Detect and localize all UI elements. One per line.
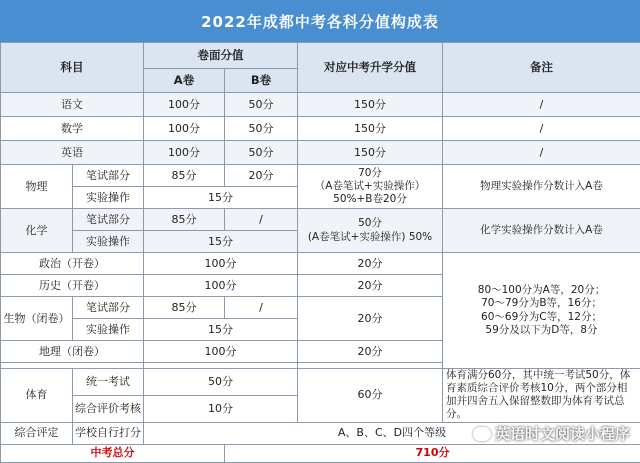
chemistry-exam-line1: 50分 [300, 217, 440, 230]
math-a: 100分 [144, 117, 225, 141]
chemistry-lab-score: 15分 [144, 231, 298, 253]
biology-lab-score: 15分 [144, 319, 298, 341]
subject-politics: 政治（开卷） [1, 253, 144, 275]
physics-written-b: 20分 [225, 165, 298, 187]
subject-math: 数学 [1, 117, 144, 141]
chinese-remark: / [443, 93, 640, 117]
subject-geography: 地理（闭卷） [1, 341, 144, 363]
geography-exam: 20分 [298, 341, 443, 363]
english-b: 50分 [225, 141, 298, 165]
physics-written-a: 85分 [144, 165, 225, 187]
grade-note-line2: 70～79分为B等，16分； [445, 297, 638, 310]
header-paper-a: A卷 [144, 69, 225, 93]
subject-chinese: 语文 [1, 93, 144, 117]
history-score: 100分 [144, 275, 298, 297]
total-value: 710分 [225, 444, 640, 462]
chemistry-written-label: 笔试部分 [73, 209, 144, 231]
chemistry-remark: 化学实验操作分数计入A卷 [443, 209, 640, 253]
header-subject: 科目 [1, 43, 144, 93]
chinese-b: 50分 [225, 93, 298, 117]
subject-chemistry: 化学 [1, 209, 73, 253]
header-exam-score: 对应中考升学分值 [298, 43, 443, 93]
pe-unified-score: 50分 [144, 369, 298, 396]
subject-comprehensive: 综合评定 [1, 422, 73, 444]
politics-score: 100分 [144, 253, 298, 275]
grade-note [443, 253, 640, 369]
biology-lab-label: 实验操作 [73, 319, 144, 341]
physics-exam-line2: （A卷笔试+实验操作） [300, 180, 440, 193]
math-b: 50分 [225, 117, 298, 141]
biology-written-b: / [225, 297, 298, 319]
pe-exam: 60分 [298, 369, 443, 423]
biology-written-label: 笔试部分 [73, 297, 144, 319]
physics-remark: 物理实验操作分数计入A卷 [443, 165, 640, 209]
watermark [473, 423, 630, 444]
header-paper-b: B卷 [225, 69, 298, 93]
math-remark: / [443, 117, 640, 141]
subject-physics: 物理 [1, 165, 73, 209]
total-label: 中考总分 [1, 444, 225, 462]
politics-exam: 20分 [298, 253, 443, 275]
biology-exam: 20分 [298, 297, 443, 341]
pe-unified-label: 统一考试 [73, 369, 144, 396]
page-title: 2022年成都中考各科分值构成表 [0, 0, 640, 42]
english-a: 100分 [144, 141, 225, 165]
pe-assess-label: 综合评价考核 [73, 395, 144, 422]
physics-exam-line1: 70分 [300, 167, 440, 180]
subject-english: 英语 [1, 141, 144, 165]
grade-note-line3: 60～69分为C等，12分； [445, 311, 638, 324]
comprehensive-grades: A、B、C、D四个等级 [144, 422, 640, 444]
chemistry-written-b: / [225, 209, 298, 231]
chinese-exam: 150分 [298, 93, 443, 117]
geography-score: 100分 [144, 341, 298, 363]
watermark-text: 英语时文阅读小程序 [495, 423, 630, 444]
history-exam: 20分 [298, 275, 443, 297]
pe-assess-score: 10分 [144, 395, 298, 422]
grade-note-line4: 59分及以下为D等，8分 [445, 324, 638, 337]
header-remark: 备注 [443, 43, 640, 93]
chemistry-exam [298, 209, 443, 253]
chinese-a: 100分 [144, 93, 225, 117]
grade-note-line1: 80～100分为A等，20分； [445, 284, 638, 297]
physics-written-label: 笔试部分 [73, 165, 144, 187]
pe-remark: 体育满分60分，其中统一考试50分，体育素质综合评价考核10分，两个部分相加并四舍五入保留整数即为体育考试总分。 [443, 369, 640, 423]
subject-pe: 体育 [1, 369, 73, 423]
biology-written-a: 85分 [144, 297, 225, 319]
header-paper-score: 卷面分值 [144, 43, 298, 69]
physics-exam [298, 165, 443, 209]
subject-biology: 生物（闭卷） [1, 297, 73, 341]
subject-history: 历史（开卷） [1, 275, 144, 297]
math-exam: 150分 [298, 117, 443, 141]
english-remark: / [443, 141, 640, 165]
chemistry-written-a: 85分 [144, 209, 225, 231]
speech-bubble-icon [473, 427, 491, 441]
physics-lab-score: 15分 [144, 187, 298, 209]
physics-lab-label: 实验操作 [73, 187, 144, 209]
english-exam: 150分 [298, 141, 443, 165]
chemistry-lab-label: 实验操作 [73, 231, 144, 253]
score-table [0, 42, 640, 463]
chemistry-exam-line2: (A卷笔试+实验操作) 50% [300, 231, 440, 244]
physics-exam-line3: 50%+B卷20分 [300, 193, 440, 206]
comprehensive-method: 学校自行打分 [73, 422, 144, 444]
